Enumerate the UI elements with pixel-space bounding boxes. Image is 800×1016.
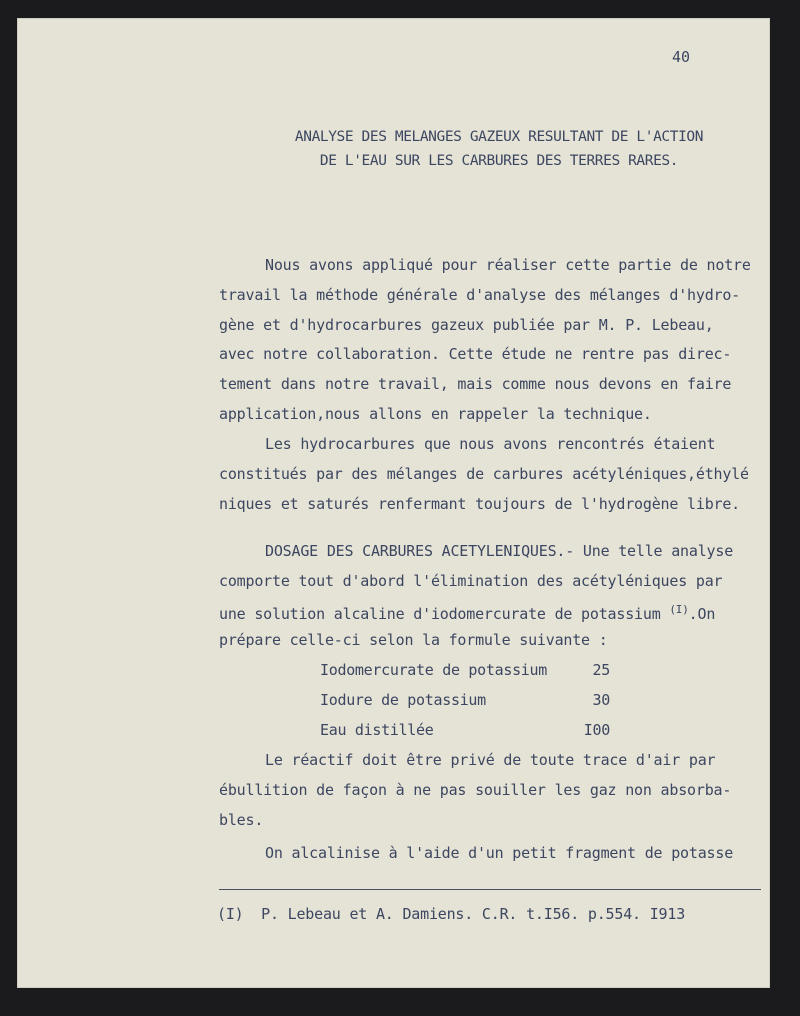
footnote-divider	[219, 889, 761, 890]
paragraph-line: On alcalinise à l'aide d'un petit fragment de potasse	[265, 844, 734, 862]
paragraph-line: constitués par des mélanges de carbures acétyléniques,éthylé	[219, 465, 749, 483]
paragraph-line: ébullition de façon à ne pas souiller les gaz non absorba-	[219, 781, 732, 799]
title-line: ANALYSE DES MELANGES GAZEUX RESULTANT DE L'ACTION	[294, 129, 704, 145]
paragraph-line	[219, 600, 769, 624]
formula-row	[320, 720, 610, 740]
paragraph-line: travail la méthode générale d'analyse des mélanges d'hydro-	[219, 286, 741, 304]
formula-amount: I00	[583, 721, 610, 739]
formula-row	[320, 660, 610, 680]
formula-ingredient: Eau distillée	[320, 721, 434, 739]
paragraph-line: niques et saturés renfermant toujours de l'hydrogène libre.	[219, 495, 741, 513]
page-title	[249, 125, 749, 173]
page-number: 40	[671, 48, 690, 66]
formula-ingredient: Iodomercurate de potassium	[320, 661, 548, 679]
formula-amount: 30	[592, 691, 610, 709]
paragraph-text: .On	[688, 605, 716, 623]
paragraph-line: Les hydrocarbures que nous avons rencontrés étaient	[265, 435, 716, 453]
paragraph-line: gène et d'hydrocarbures gazeux publiée par M. P. Lebeau,	[219, 316, 714, 334]
paragraph-line: tement dans notre travail, mais comme nous devons en faire	[219, 375, 732, 393]
formula-amount: 25	[592, 661, 610, 679]
document-page	[17, 18, 770, 988]
footnote-reference: (I)	[669, 603, 689, 616]
title-line: DE L'EAU SUR LES CARBURES DES TERRES RARES.	[319, 153, 679, 169]
section-heading-line: DOSAGE DES CARBURES ACETYLENIQUES.- Une telle analyse	[265, 542, 734, 560]
paragraph-line: application,nous allons en rappeler la technique.	[219, 405, 652, 423]
footnote: (I) P. Lebeau et A. Damiens. C.R. t.I56. p.554. I913	[217, 905, 686, 923]
paragraph-line: bles.	[219, 811, 264, 829]
paragraph-line: prépare celle-ci selon la formule suivante :	[219, 631, 608, 649]
formula-row	[320, 690, 610, 710]
paragraph-line: avec notre collaboration. Cette étude ne rentre pas direc-	[219, 345, 732, 363]
formula-ingredient: Iodure de potassium	[320, 691, 486, 709]
paragraph-line: comporte tout d'abord l'élimination des acétyléniques par	[219, 572, 723, 590]
paragraph-line: Le réactif doit être privé de toute trace d'air par	[265, 751, 716, 769]
paragraph-text: une solution alcaline d'iodomercurate de potassium	[219, 605, 670, 623]
paragraph-line: Nous avons appliqué pour réaliser cette partie de notre	[265, 256, 751, 274]
